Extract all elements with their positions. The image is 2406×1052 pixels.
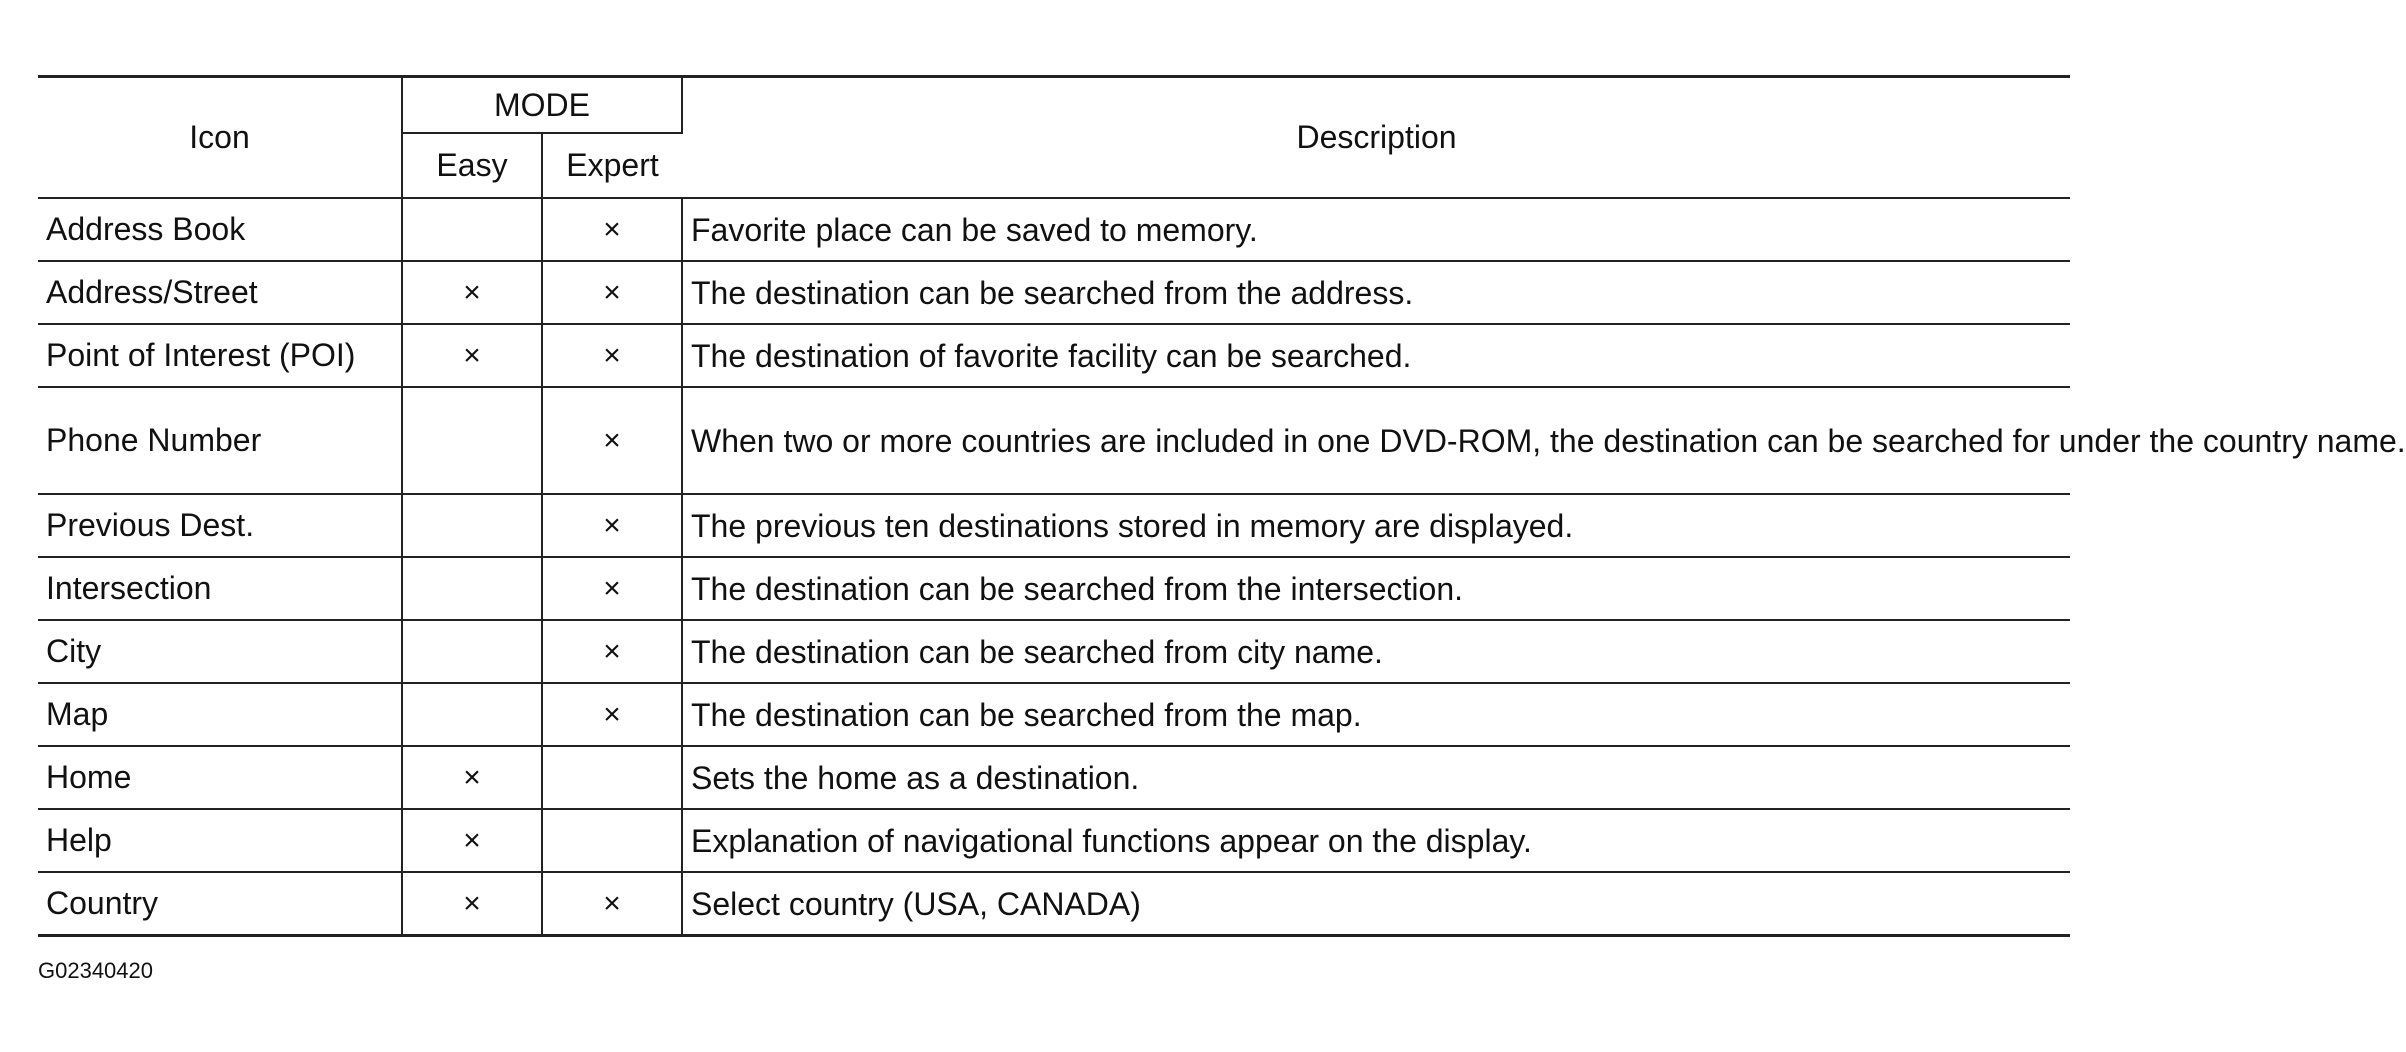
table-row — [38, 872, 2070, 936]
figure-id: G02340420 — [38, 958, 153, 983]
icon-name-cell: Address Book — [38, 198, 402, 261]
icon-name-cell: City — [38, 620, 402, 683]
easy-mark-cell: × — [402, 324, 542, 387]
table-row — [38, 683, 2070, 746]
easy-mark-cell — [402, 557, 542, 620]
table-row — [38, 809, 2070, 872]
icon-name-cell: Help — [38, 809, 402, 872]
description-cell: Select country (USA, CANADA) — [682, 872, 2070, 936]
expert-mark-cell: × — [542, 620, 682, 683]
description-cell: The destination can be searched from the map. — [682, 683, 2070, 746]
expert-mark-cell: × — [542, 324, 682, 387]
description-cell: The destination can be searched from the intersection. — [682, 557, 2070, 620]
easy-mark-cell: × — [402, 872, 542, 936]
table-row — [38, 261, 2070, 324]
easy-mark-cell: × — [402, 261, 542, 324]
table-body — [38, 198, 2406, 936]
header-description: Description — [682, 77, 2070, 199]
header-icon: Icon — [38, 77, 402, 199]
table-row — [38, 746, 2070, 809]
header-easy: Easy — [402, 133, 542, 198]
easy-mark-cell: × — [402, 746, 542, 809]
easy-mark-cell: × — [402, 809, 542, 872]
table-row — [38, 494, 2070, 557]
table-header — [38, 77, 2070, 199]
expert-mark-cell: × — [542, 683, 682, 746]
icon-name-cell: Intersection — [38, 557, 402, 620]
table-row — [38, 387, 2070, 494]
description-cell: Sets the home as a destination. — [682, 746, 2070, 809]
header-row-top — [38, 77, 2070, 134]
table-row — [38, 557, 2070, 620]
table-row — [38, 620, 2070, 683]
easy-mark-cell — [402, 387, 542, 494]
easy-mark-cell — [402, 683, 542, 746]
easy-mark-cell — [402, 198, 542, 261]
expert-mark-cell — [542, 746, 682, 809]
expert-mark-cell: × — [542, 387, 682, 494]
description-cell: The previous ten destinations stored in memory are displayed. — [682, 494, 2070, 557]
description-cell: Favorite place can be saved to memory. — [682, 198, 2070, 261]
description-cell: The destination can be searched from the address. — [682, 261, 2070, 324]
description-cell: When two or more countries are included in one DVD-ROM, the destination can be searched for under the country name. — [682, 387, 2070, 494]
icon-name-cell: Address/Street — [38, 261, 402, 324]
icon-name-cell: Point of Interest (POI) — [38, 324, 402, 387]
easy-mark-cell — [402, 620, 542, 683]
easy-mark-cell — [402, 494, 542, 557]
table-row — [38, 324, 2070, 387]
icon-name-cell: Country — [38, 872, 402, 936]
description-cell: The destination of favorite facility can be searched. — [682, 324, 2070, 387]
expert-mark-cell: × — [542, 872, 682, 936]
icon-name-cell: Home — [38, 746, 402, 809]
table-row — [38, 198, 2070, 261]
expert-mark-cell: × — [542, 557, 682, 620]
description-cell: Explanation of navigational functions appear on the display. — [682, 809, 2070, 872]
expert-mark-cell — [542, 809, 682, 872]
navigation-icon-table — [38, 75, 2406, 937]
expert-mark-cell: × — [542, 198, 682, 261]
icon-name-cell: Phone Number — [38, 387, 402, 494]
expert-mark-cell: × — [542, 494, 682, 557]
header-mode: MODE — [402, 77, 682, 134]
document-page — [38, 75, 2406, 937]
expert-mark-cell: × — [542, 261, 682, 324]
description-cell: The destination can be searched from city name. — [682, 620, 2070, 683]
icon-name-cell: Map — [38, 683, 402, 746]
icon-name-cell: Previous Dest. — [38, 494, 402, 557]
header-expert: Expert — [542, 133, 682, 198]
